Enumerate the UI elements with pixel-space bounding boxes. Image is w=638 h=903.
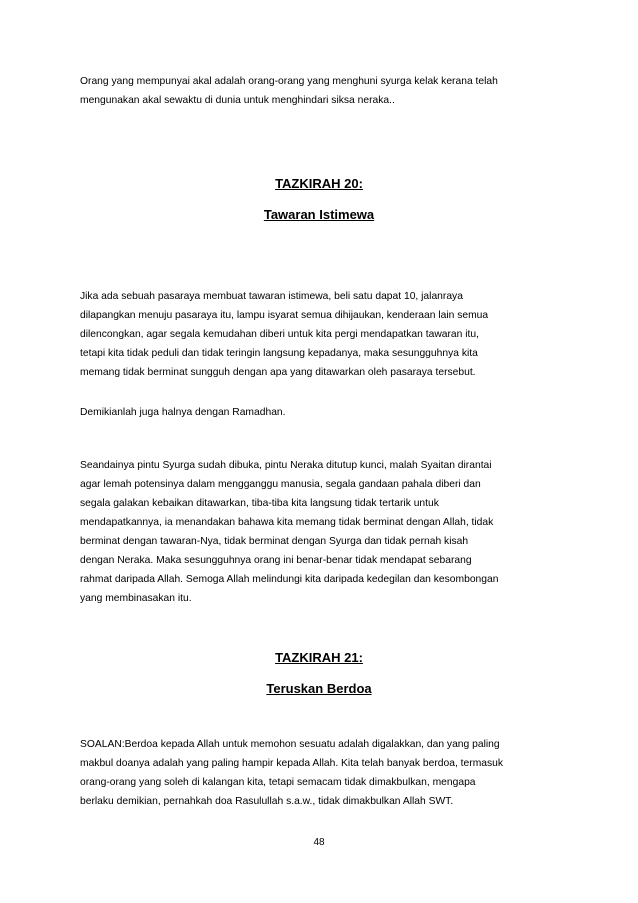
text-line: agar lemah potensinya dalam mengganggu manusia, segala gandaan pahala diberi dan [80, 479, 481, 490]
text-line: Orang yang mempunyai akal adalah orang-orang yang menghuni syurga kelak kerana telah [80, 76, 498, 87]
section20-paragraph-2 [80, 403, 570, 422]
text-line: berlaku demikian, pernahkah doa Rasulullah s.a.w., tidak dimakbulkan Allah SWT. [80, 796, 454, 807]
text-line: memang tidak berminat sungguh dengan apa yang ditawarkan oleh pasaraya tersebut. [80, 367, 476, 378]
text-line: segala galakan kebaikan ditawarkan, tiba-tiba kita langsung tidak tertarik untuk [80, 498, 439, 509]
text-line: dengan Neraka. Maka sesungguhnya orang ini benar-benar tidak mendapat sebarang [80, 555, 472, 566]
text-line: mengunakan akal sewaktu di dunia untuk menghindari siksa neraka.. [80, 95, 395, 106]
text-line: rahmat daripada Allah. Semoga Allah melindungi kita daripada kedegilan dan kesombongan [80, 574, 499, 585]
text-line: SOALAN:Berdoa kepada Allah untuk memohon sesuatu adalah digalakkan, dan yang paling [80, 739, 500, 750]
section-heading-tazkirah-21: TAZKIRAH 21: [275, 650, 363, 665]
section20-paragraph-1 [80, 287, 570, 382]
text-line: tetapi kita tidak peduli dan tidak teringin langsung kepadanya, maka sesungguhnya kita [80, 348, 478, 359]
text-line: yang membinasakan itu. [80, 593, 192, 604]
text-line: Seandainya pintu Syurga sudah dibuka, pintu Neraka ditutup kunci, malah Syaitan dirantai [80, 460, 492, 471]
text-line: dilapangkan menuju pasaraya itu, lampu isyarat semua dihijaukan, kenderaan lain semua [80, 310, 489, 321]
section-heading-tazkirah-20: TAZKIRAH 20: [275, 176, 363, 191]
section-title-tawaran-istimewa: Tawaran Istimewa [263, 207, 375, 222]
page-number: 48 [313, 837, 325, 848]
text-line: dilencongkan, agar segala kemudahan diberi untuk kita pergi mendapatkan tawaran itu, [80, 329, 479, 340]
section21-paragraph-1 [80, 735, 570, 811]
section20-paragraph-3 [80, 456, 570, 608]
section-title-teruskan-berdoa: Teruskan Berdoa [266, 681, 372, 696]
text-line: makbul doanya adalah yang paling hampir kepada Allah. Kita telah banyak berdoa, termasuk [80, 758, 504, 769]
text-line: berminat dengan tawaran-Nya, tidak berminat dengan Syurga dan tidak pernah kisah [80, 536, 469, 547]
text-line: orang-orang yang soleh di kalangan kita, tetapi semacam tidak dimakbulkan, mengapa [80, 777, 476, 788]
intro-paragraph [80, 72, 570, 110]
text-line: mendapatkannya, ia menandakan bahawa kita memang tidak berminat dengan Allah, tidak [80, 517, 494, 528]
text-line: Demikianlah juga halnya dengan Ramadhan. [80, 407, 286, 418]
text-line: Jika ada sebuah pasaraya membuat tawaran istimewa, beli satu dapat 10, jalanraya [80, 291, 463, 302]
